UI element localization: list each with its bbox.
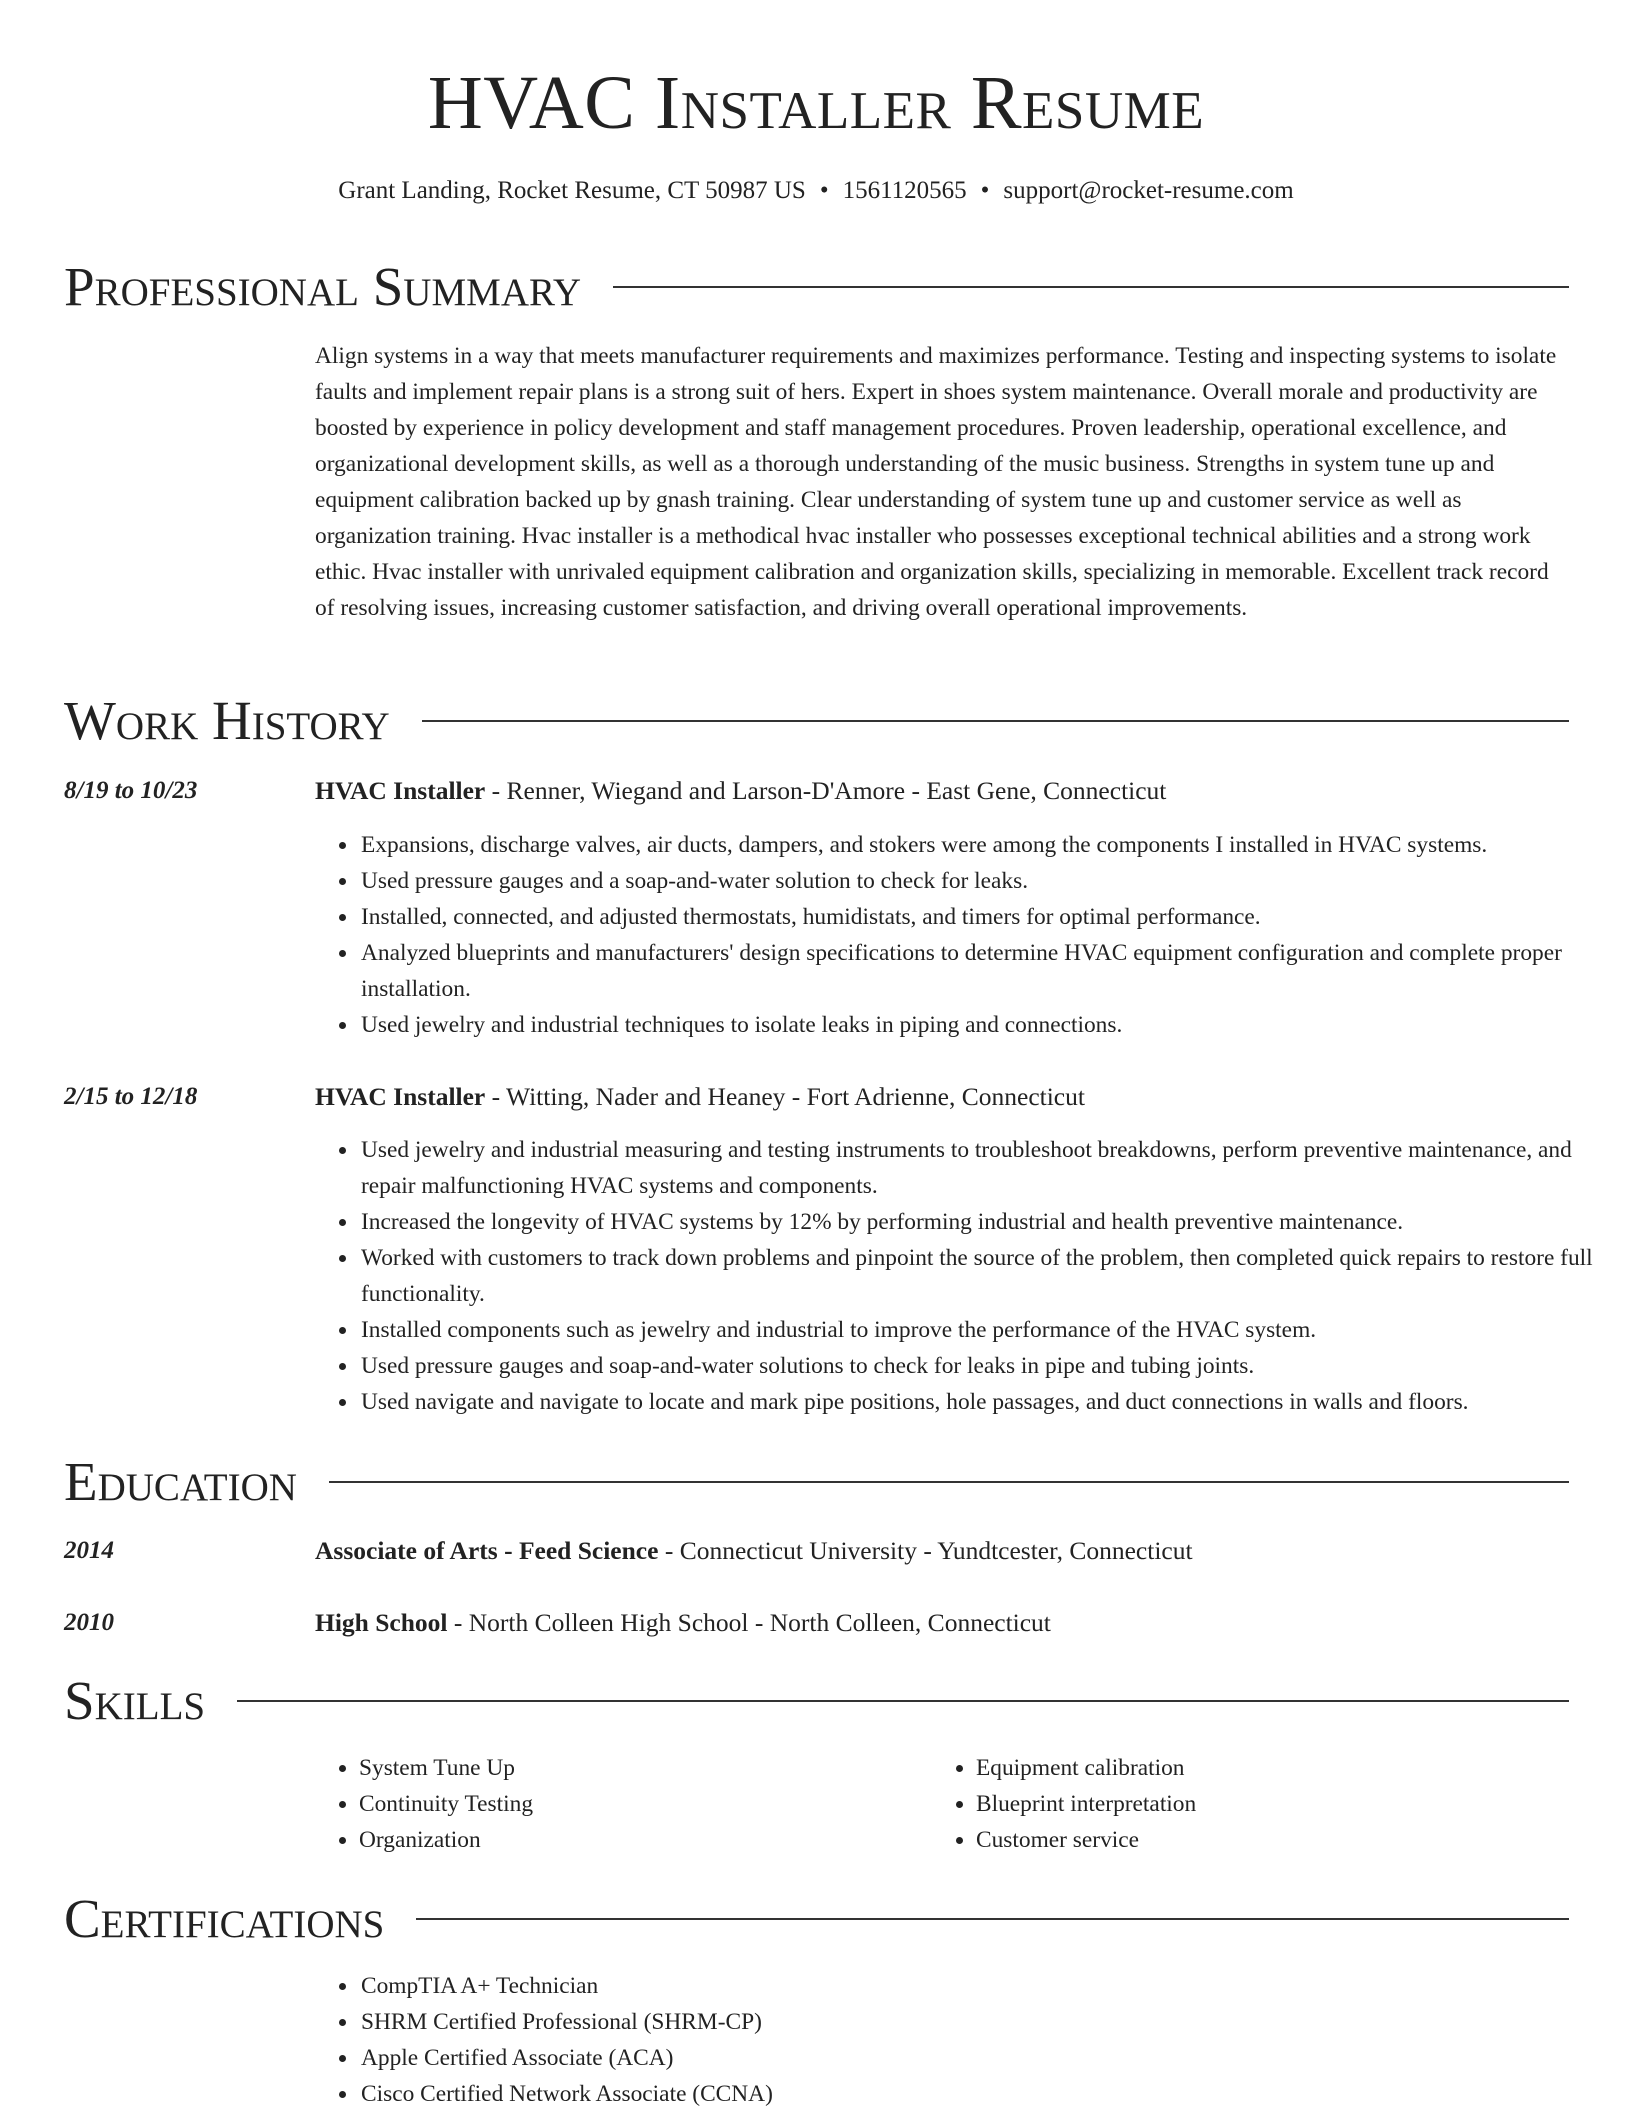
section-title-skills: Skills — [64, 1670, 206, 1731]
education-school: - North Colleen High School - North Colleen, Connecticut — [447, 1608, 1051, 1637]
skill-item: • Continuity Testing — [359, 1786, 932, 1822]
job-employer: - Witting, Nader and Heaney - Fort Adrienne, Connecticut — [485, 1082, 1085, 1111]
certification-item: • CompTIA A+ Technician — [359, 1968, 1614, 2004]
education-degree: Associate of Arts - Feed Science — [315, 1536, 659, 1565]
skill-item: • Customer service — [976, 1822, 1549, 1858]
list-item: • Used pressure gauges and soap-and-water solutions to check for leaks in pipe and tubing joints. — [359, 1348, 1614, 1384]
list-item: • Used navigate and navigate to locate and mark pipe positions, hole passages, and duct connections in walls and floors. — [359, 1384, 1614, 1420]
list-item: • Worked with customers to track down problems and pinpoint the source of the problem, then completed quick repairs to restore full functionality. — [359, 1240, 1614, 1312]
education-year: 2010 — [64, 1609, 114, 1636]
education-degree: High School — [315, 1608, 448, 1637]
skills-list — [315, 1750, 1570, 1858]
skill-item: • Equipment calibration — [976, 1750, 1549, 1786]
skills-column-left — [315, 1750, 932, 1858]
skill-item: • Organization — [359, 1822, 932, 1858]
list-item: • Used jewelry and industrial measuring and testing instruments to troubleshoot breakdowns, perform preventive maintenance, and repair malfunctioning HVAC systems and components. — [359, 1132, 1614, 1204]
education-school: - Connecticut University - Yundtcester, Connecticut — [658, 1536, 1193, 1565]
section-divider — [329, 1481, 1569, 1483]
certification-item: • SHRM Certified Professional (SHRM-CP) — [359, 2004, 1614, 2040]
job-bullets — [315, 1132, 1614, 1420]
section-header-education — [64, 1450, 1569, 1514]
skill-item: • System Tune Up — [359, 1750, 932, 1786]
section-header-certifications — [64, 1887, 1569, 1951]
job-heading — [315, 773, 1570, 809]
education-entry — [315, 1605, 1570, 1641]
job-employer: - Renner, Wiegand and Larson-D'Amore - East Gene, Connecticut — [485, 776, 1167, 805]
list-item: • Installed, connected, and adjusted thermostats, humidistats, and timers for optimal performance. — [359, 899, 1614, 935]
job-dates: 8/19 to 10/23 — [64, 777, 198, 804]
list-item: • Analyzed blueprints and manufacturers' design specifications to determine HVAC equipment configuration and complete proper installation. — [359, 935, 1614, 1007]
list-item: • Used pressure gauges and a soap-and-water solution to check for leaks. — [359, 863, 1614, 899]
section-divider — [613, 286, 1569, 288]
job-title: HVAC Installer — [315, 1082, 486, 1111]
section-title-work: Work History — [64, 690, 390, 751]
job-heading — [315, 1079, 1570, 1115]
section-divider — [422, 720, 1569, 722]
list-item: • Expansions, discharge valves, air ducts, dampers, and stokers were among the components I installed in HVAC systems. — [359, 827, 1614, 863]
contact-address: Grant Landing, Rocket Resume, CT 50987 US — [338, 177, 806, 204]
section-divider — [237, 1700, 1569, 1702]
section-title-certifications: Certifications — [64, 1888, 385, 1949]
certifications-list — [315, 1968, 1614, 2112]
list-item: • Installed components such as jewelry and industrial to improve the performance of the HVAC system. — [359, 1312, 1614, 1348]
section-header-work — [64, 689, 1569, 753]
certification-item: • Apple Certified Associate (ACA) — [359, 2040, 1614, 2076]
list-item: • Increased the longevity of HVAC systems by 12% by performing industrial and health preventive maintenance. — [359, 1204, 1614, 1240]
contact-email[interactable]: support@rocket-resume.com — [1003, 177, 1294, 204]
section-header-summary — [64, 255, 1569, 319]
skills-column-right — [932, 1750, 1549, 1858]
skill-item: • Blueprint interpretation — [976, 1786, 1549, 1822]
job-bullets — [315, 827, 1614, 1043]
contact-line — [0, 174, 1632, 208]
section-title-education: Education — [64, 1451, 297, 1512]
education-year: 2014 — [64, 1537, 114, 1564]
summary-paragraph: Align systems in a way that meets manufacturer requirements and maximizes performance. Testing and inspecting systems to isolate faults and implement repair plans is a strong suit of hers. Expert in shoes system maintenance. Overall morale and productivity are boosted by experience in policy development and staff management procedures. Proven leadership, operational excellence, and organizational development skills, as well as a thorough understanding of the music business. Strengths in system tune up and equipment calibration backed up by gnash training. Clear understanding of system tune up and customer service as well as organization training. Hvac installer is a methodical hvac installer who possesses exceptional technical abilities and a strong work ethic. Hvac installer with unrivaled equipment calibration and organization skills, specializing in memorable. Excellent track record of resolving issues, increasing customer satisfaction, and driving overall operational improvements. — [315, 343, 1557, 621]
job-dates: 2/15 to 12/18 — [64, 1083, 198, 1110]
section-header-skills — [64, 1669, 1569, 1733]
list-item: • Used jewelry and industrial techniques to isolate leaks in piping and connections. — [359, 1007, 1614, 1043]
job-title: HVAC Installer — [315, 776, 486, 805]
certification-item: • Cisco Certified Network Associate (CCNA) — [359, 2076, 1614, 2112]
section-title-summary: Professional Summary — [64, 256, 582, 317]
education-entry — [315, 1533, 1570, 1569]
section-divider — [416, 1918, 1569, 1920]
contact-separator: • — [980, 177, 990, 204]
resume-title: HVAC Installer Resume — [427, 61, 1205, 145]
contact-phone: 1561120565 — [842, 177, 967, 204]
contact-separator: • — [819, 177, 829, 204]
